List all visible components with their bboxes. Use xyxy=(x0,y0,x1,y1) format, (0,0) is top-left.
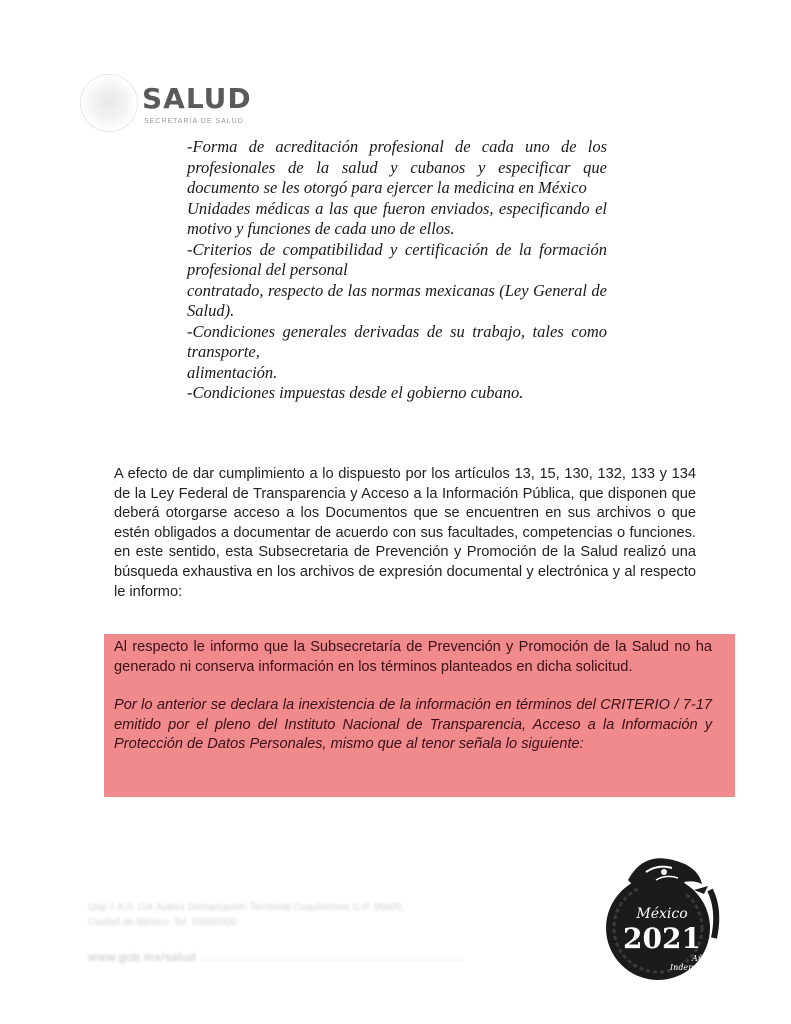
quote-line: -Condiciones generales derivadas de su trabajo, tales como transporte, xyxy=(187,321,607,361)
footer-address: Ciudad de México. Tel. 00000000 xyxy=(88,917,237,928)
logo-subtitle: Año de la Independencia xyxy=(670,954,730,972)
footer-address: Oap 7.8.0, Col Juárez Demarcación Territorial Cuauhtémoc C.P. 06600, xyxy=(88,902,405,913)
quote-line: -Criterios de compatibilidad y certificación de la formación profesional del personal xyxy=(187,239,607,279)
brand-subtitle: SECRETARÍA DE SALUD xyxy=(144,118,244,125)
brand-title: SALUD xyxy=(142,82,252,115)
quoted-request xyxy=(187,137,607,404)
quote-line: Unidades médicas a las que fueron enviados, especificando el motivo y funciones de cada uno de ellos. xyxy=(187,198,607,238)
inexistence-declaration: Por lo anterior se declara la inexistencia de la información en términos del CRITERIO / 7-17 emitido por el pleno del Instituto Nacional de Transparencia, Acceso a la Información y Protección de Datos Personales, mismo que al tenor señala lo siguiente: xyxy=(114,697,712,752)
letterhead xyxy=(80,74,280,134)
footer-address: www.gob.mx/salud ..................................................................... xyxy=(88,950,465,964)
response-paragraph: Al respecto le informo que la Subsecretaría de Prevención y Promoción de la Salud no ha generado ni conserva información en los términos planteados en dicha solicitud. xyxy=(114,639,712,675)
mexico-2021-logo xyxy=(598,850,730,990)
quote-line: -Condiciones impuestas desde el gobierno cubano. xyxy=(187,383,524,402)
highlighted-response xyxy=(104,634,735,797)
logo-mexico-label: México xyxy=(636,906,688,922)
body-paragraph: A efecto de dar cumplimiento a lo dispuesto por los artículos 13, 15, 130, 132, 133 y 134 de la Ley Federal de Transparencia y Acceso a la Información Pública, que disponen que deberá otorgarse acceso a los Documentos que se encuentren en sus archivos o que estén obligados a documentar de acuerdo con sus facultades, competencias o funciones. en este sentido, esta Subsecretaria de Prevención y Promoción de la Salud realizó una búsqueda exhaustiva en los archivos de expresión documental y electrónica y al respecto le informo: xyxy=(114,466,696,600)
quote-line: contratado, respecto de las normas mexicanas (Ley General de Salud). xyxy=(187,280,607,320)
quote-line: -Forma de acreditación profesional de cada uno de los profesionales de la salud y cubanos y especificar que documento se les otorgó para ejercer la medicina en México xyxy=(187,137,607,197)
quote-line: alimentación. xyxy=(187,362,278,382)
logo-year-label: 2021 xyxy=(623,922,701,955)
coat-of-arms-icon xyxy=(80,74,138,132)
